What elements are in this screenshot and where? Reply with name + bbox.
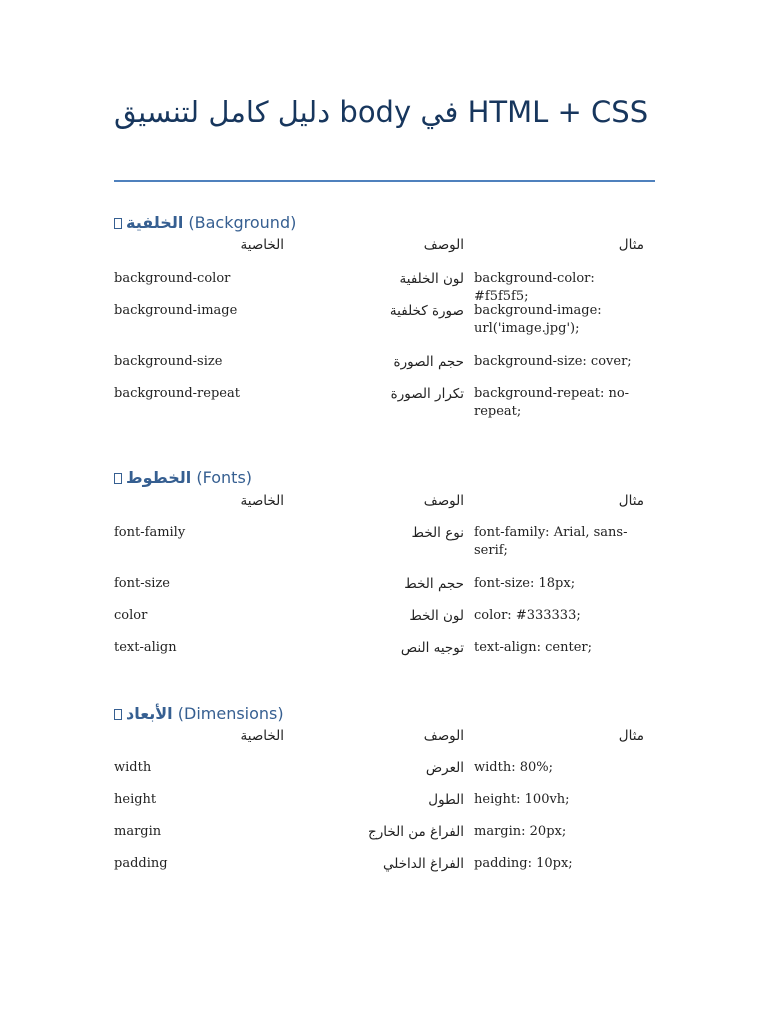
property-cell: background-color — [114, 271, 231, 286]
description-cell: الطول — [428, 792, 464, 808]
header-description: الوصف — [423, 493, 464, 509]
example-cell: margin: 20px; — [474, 824, 567, 839]
table-row — [114, 353, 654, 385]
example-cell: font-family: Arial, sans-serif; — [474, 525, 628, 558]
section-heading-background — [114, 212, 296, 234]
table-row — [114, 759, 654, 791]
property-cell: height — [114, 792, 157, 807]
table-row — [114, 791, 654, 823]
header-description: الوصف — [423, 237, 464, 253]
header-property: الخاصية — [240, 493, 284, 509]
property-cell: background-size — [114, 354, 223, 369]
section-heading-english: (Dimensions) — [177, 704, 284, 723]
description-cell: حجم الصورة — [393, 354, 464, 370]
section-heading-english: (Fonts) — [196, 468, 253, 487]
description-cell: الفراغ من الخارج — [368, 824, 464, 840]
description-cell: صورة كخلفية — [389, 303, 464, 319]
property-cell: padding — [114, 856, 168, 871]
example-cell: width: 80%; — [474, 760, 553, 775]
section-heading-arabic: الخطوط — [126, 468, 192, 487]
example-cell: background-color: #f5f5f5; — [474, 271, 595, 304]
example-cell: background-image: url('image.jpg'); — [474, 303, 602, 336]
property-cell: font-size — [114, 576, 170, 591]
description-cell: نوع الخط — [411, 525, 464, 541]
table-header-row — [114, 492, 654, 524]
description-cell: تكرار الصورة — [390, 386, 464, 402]
description-cell: الفراغ الداخلي — [382, 856, 464, 872]
example-cell: color: #333333; — [474, 608, 581, 623]
property-cell: background-repeat — [114, 386, 240, 401]
table-row — [114, 302, 654, 334]
table-row — [114, 823, 654, 855]
header-example: مثال — [618, 728, 644, 744]
table-row — [114, 607, 654, 639]
section-heading-english: (Background) — [188, 213, 297, 232]
example-cell: text-align: center; — [474, 640, 592, 655]
header-description: الوصف — [423, 728, 464, 744]
table-row — [114, 575, 654, 607]
example-cell: background-repeat: no-repeat; — [474, 386, 630, 419]
example-cell: font-size: 18px; — [474, 576, 576, 591]
description-cell: لون الخط — [409, 608, 464, 624]
description-cell: حجم الخط — [404, 576, 464, 592]
title-divider — [114, 180, 655, 182]
header-property: الخاصية — [240, 237, 284, 253]
property-cell: text-align — [114, 640, 177, 655]
section-heading-fonts — [114, 467, 252, 489]
header-example: مثال — [618, 237, 644, 253]
description-cell: توجيه النص — [400, 640, 464, 656]
table-row — [114, 855, 654, 887]
missing-glyph-icon — [114, 709, 122, 720]
property-cell: color — [114, 608, 148, 623]
description-cell: العرض — [425, 760, 464, 776]
property-cell: margin — [114, 824, 162, 839]
table-row — [114, 270, 654, 302]
missing-glyph-icon — [114, 473, 122, 484]
example-cell: height: 100vh; — [474, 792, 570, 807]
header-property: الخاصية — [240, 728, 284, 744]
section-heading-dimensions — [114, 703, 284, 725]
property-cell: font-family — [114, 525, 186, 540]
header-example: مثال — [618, 493, 644, 509]
property-cell: background-image — [114, 303, 238, 318]
property-cell: width — [114, 760, 152, 775]
page-title: دليل كامل لتنسيق body في HTML + CSS — [114, 95, 649, 129]
section-heading-arabic: الخلفية — [126, 213, 184, 232]
table-row — [114, 385, 654, 417]
table-header-row — [114, 727, 654, 759]
missing-glyph-icon — [114, 218, 122, 229]
table-header-row — [114, 236, 654, 268]
example-cell: padding: 10px; — [474, 856, 573, 871]
table-row — [114, 639, 654, 671]
table-row — [114, 524, 654, 556]
example-cell: background-size: cover; — [474, 354, 632, 369]
section-heading-arabic: الأبعاد — [126, 704, 173, 723]
description-cell: لون الخلفية — [399, 271, 464, 287]
